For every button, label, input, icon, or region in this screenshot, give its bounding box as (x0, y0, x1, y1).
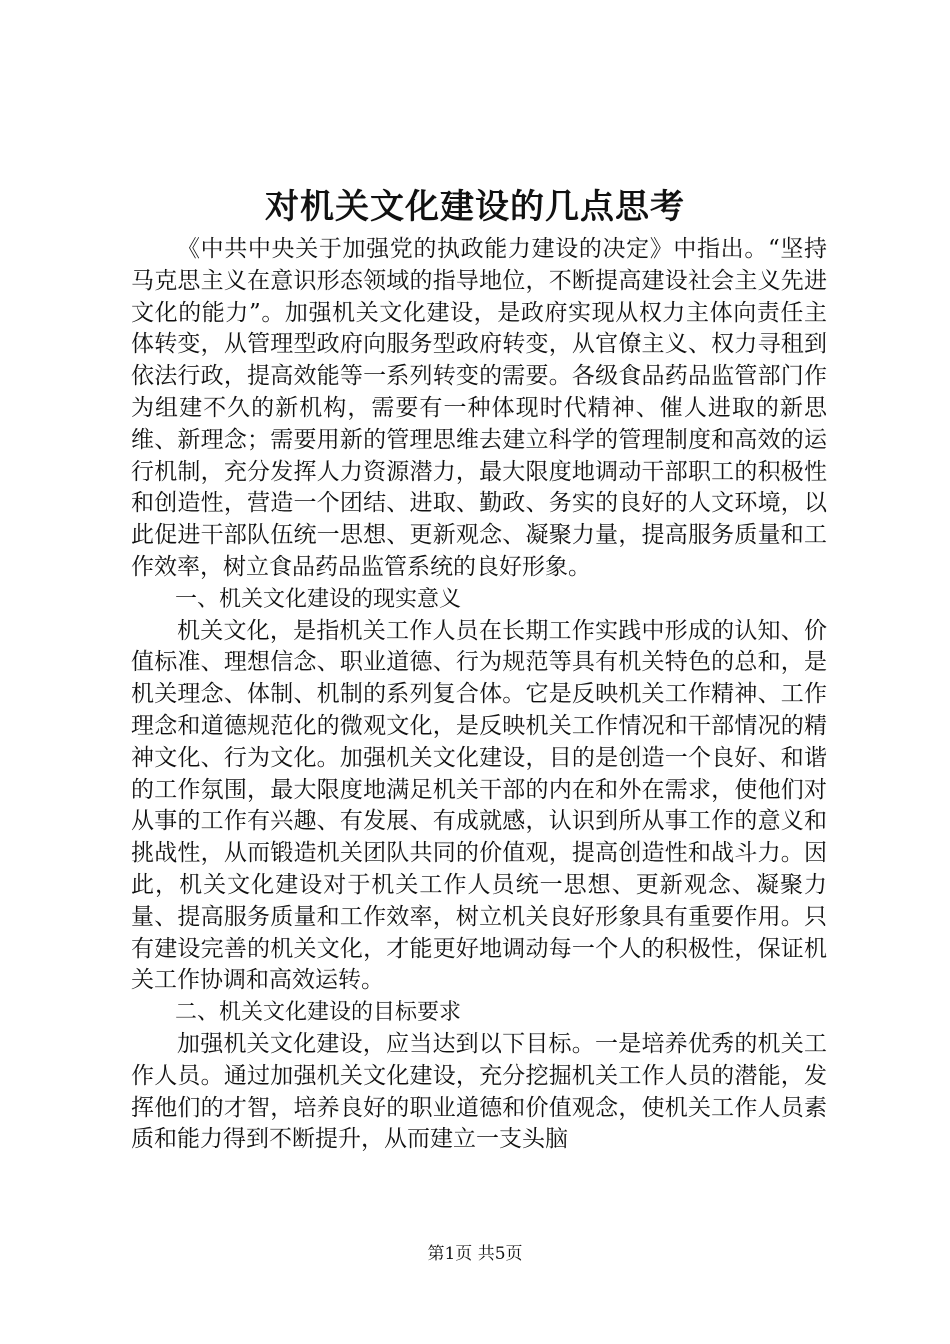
paragraph-section-1: 机关文化，是指机关工作人员在长期工作实践中形成的认知、价值标准、理想信念、职业道德、行为规范等具有机关特色的总和，是机关理念、体制、机制的系列复合体。它是反映机关工作精神、工作理念和道德规范化的微观文化，是反映机关工作情况和干部情况的精神文化、行为文化。加强机关文化建设，目的是创造一个良好、和谐的工作氛围，最大限度地满足机关干部的内在和外在需求，使他们对从事的工作有兴趣、有发展、有成就感，认识到所从事工作的意义和挑战性，从而锻造机关团队共同的价值观，提高创造性和战斗力。因此，机关文化建设对于机关工作人员统一思想、更新观念、凝聚力量、提高服务质量和工作效率，树立机关良好形象具有重要作用。只有建设完善的机关文化，才能更好地调动每一个人的积极性，保证机关工作协调和高效运转。 (131, 617, 827, 994)
page-footer: 第1页 共5页 (427, 1244, 523, 1264)
paragraph-section-2: 加强机关文化建设，应当达到以下目标。一是培养优秀的机关工作人员。通过加强机关文化建设，充分挖掘机关工作人员的潜能，发挥他们的才智，培养良好的职业道德和价值观念，使机关工作人员素质和能力得到不断提升，从而建立一支头脑 (131, 1030, 827, 1153)
paragraph-intro: 《中共中央关于加强党的执政能力建设的决定》中指出。“坚持马克思主义在意识形态领域的指导地位，不断提高建设社会主义先进文化的能力”。加强机关文化建设，是政府实现从权力主体向责任主体转变，从管理型政府向服务型政府转变，从官僚主义、权力寻租到依法行政，提高效能等一系列转变的需要。各级食品药品监管部门作为组建不久的新机构，需要有一种体现时代精神、催人进取的新思维、新理念；需要用新的管理思维去建立科学的管理制度和高效的运行机制，充分发挥人力资源潜力，最大限度地调动干部职工的积极性和创造性，营造一个团结、进取、勤政、务实的良好的人文环境，以此促进干部队伍统一思想、更新观念、凝聚力量，提高服务质量和工作效率，树立食品药品监管系统的良好形象。 (131, 236, 827, 580)
section-heading-2: 二、机关文化建设的目标要求 (175, 1000, 462, 1026)
document-body (131, 234, 827, 1156)
section-heading-1: 一、机关文化建设的现实意义 (175, 586, 462, 612)
document-title: 对机关文化建设的几点思考 (265, 187, 685, 227)
